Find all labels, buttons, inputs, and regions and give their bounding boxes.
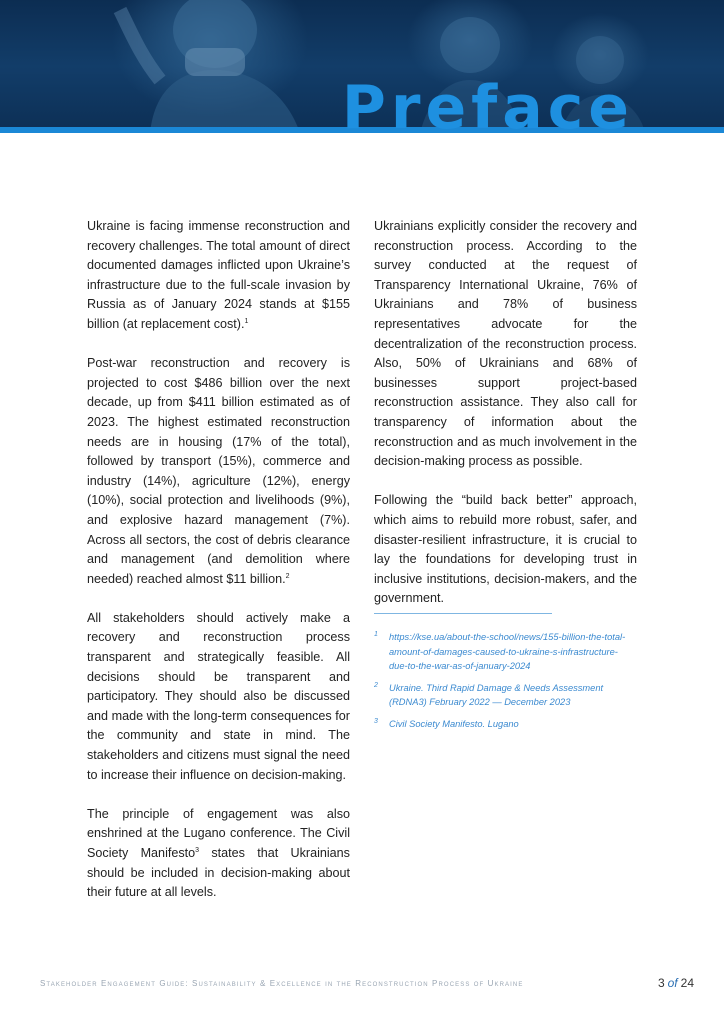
paragraph: All stakeholders should actively make a recovery and reconstruction process transparent and strategically feasible. All decisions should be transparent and participatory. They should also be discussed and made with the long-term consequences for the community and state in mind. The stakeholders and citizens must signal the need to increase their influence on decision-making. (87, 610, 350, 782)
footnote-item[interactable] (374, 630, 634, 674)
paragraph (87, 354, 350, 589)
running-footer: Stakeholder Engagement Guide: Sustainability & Excellence in the Reconstruction Process of Ukraine (40, 979, 524, 988)
footnote-link[interactable]: Ukraine. Third Rapid Damage & Needs Assessment (RDNA3) February 2022 — December 2023 (389, 682, 604, 708)
footnote-link[interactable]: https://kse.ua/about-the-school/news/155-billion-the-total-amount-of-damages-caused-to-ukraine-s-infrastructure-due-to-the-war-as-of-january-2024 (389, 632, 626, 672)
paragraph: Following the “build back better” approach, which aims to rebuild more robust, safer, and disaster-resilient infrastructure, it is crucial to lay the foundations for developing trust in inclusive institutions, decision-makers, and the government. (374, 493, 637, 606)
page-of: of (667, 976, 678, 990)
footnote-divider (374, 613, 552, 614)
left-column (87, 217, 350, 922)
paragraph: Ukrainians explicitly consider the recovery and reconstruction process. According to the survey conducted at the request of Transparency International Ukraine, 76% of Ukrainians and 78% of business representatives advocate for the decentralization of the reconstruction process. Also, 50% of Ukrainians and 68% of businesses support project-based reconstruction assistance. They also call for transparency of information about the reconstruction and as much involvement in the decision-making process as possible. (374, 219, 637, 469)
footnote-ref[interactable]: 2 (285, 572, 290, 580)
paragraph-text: Post-war reconstruction and recovery is projected to cost $486 billion over the next decade, up from $411 billion estimated as of 2023. The highest estimated reconstruction needs are in housing (17% of the total), followed by transport (15%), commerce and industry (14%), agriculture (12%), energy (10%), social protection and livelihoods (9%), and explosive hazard management (7%). Across all sectors, the cost of debris clearance and management (and demolition where needed) reached almost $11 billion. (87, 356, 350, 586)
footnote-item[interactable] (374, 681, 634, 710)
footnote-number: 2 (374, 681, 378, 689)
footnote-number: 1 (374, 631, 378, 638)
page-current: 3 (657, 976, 665, 990)
footnote-ref[interactable]: 1 (244, 317, 249, 325)
page-number (658, 976, 694, 990)
paragraph (87, 217, 350, 335)
footnotes (374, 630, 634, 739)
page-title: Preface (341, 73, 634, 133)
paragraph-text: The principle of engagement was also enshrined at the Lugano conference. The Civil Society Manifesto (87, 806, 350, 860)
page-total: 24 (680, 976, 694, 990)
footnote-number: 3 (374, 717, 378, 725)
paragraph-text: states that Ukrainians should be included in decision-making about their future at all levels. (87, 846, 350, 900)
paragraph (87, 805, 350, 903)
footnote-item[interactable] (374, 717, 634, 732)
footnote-link[interactable]: Civil Society Manifesto. Lugano (389, 718, 519, 729)
footnote-ref[interactable]: 3 (195, 847, 200, 854)
right-column (374, 217, 637, 628)
header-banner (0, 0, 724, 133)
paragraph-text: Ukraine is facing immense reconstruction and recovery challenges. The total amount of direct documented damages inflicted upon Ukraine’s infrastructure due to the full-scale invasion by Russia as of January 2024 stands at $155 billion (at replacement cost). (87, 219, 350, 331)
